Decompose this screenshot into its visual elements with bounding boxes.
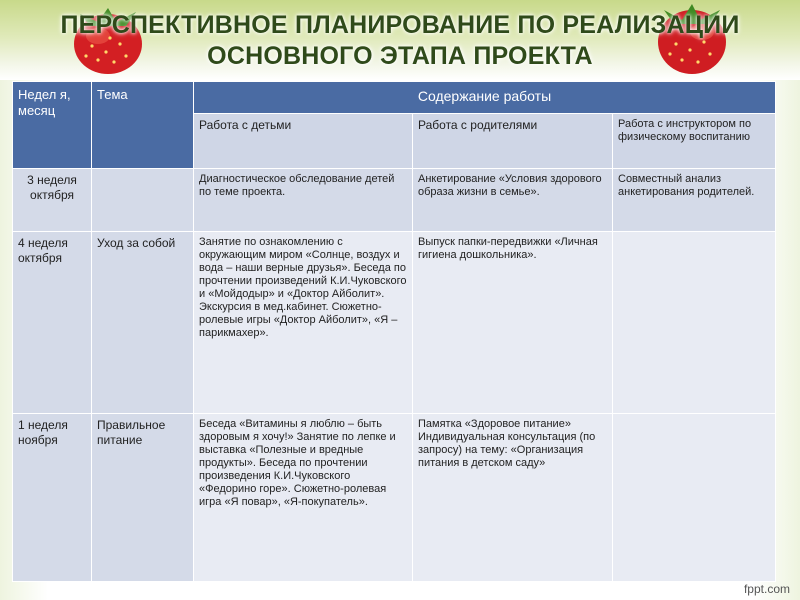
table-row [13,232,776,414]
row1-children: Диагностическое обследование детей по теме проекта. [194,169,413,232]
row2-instructor [613,232,776,414]
subheader-parents: Работа с родителями [413,114,613,169]
row3-children: Беседа «Витамины я люблю – быть здоровым я хочу!» Занятие по лепке и выставка «Полезные и вредные продукты». Беседа по прочтении произведения К.И.Чуковского «Федорино горе». Сюжетно-ролевая игра «Я повар», «Я-покупатель». [194,414,413,582]
row2-theme: Уход за собой [92,232,194,414]
row3-week: 1 неделя ноября [13,414,92,582]
row2-parents: Выпуск папки-передвижки «Личная гигиена дошкольника». [413,232,613,414]
table-row [13,169,776,232]
row2-children: Занятие по ознакомлению с окружающим миром «Солнце, воздух и вода – наши верные друзья». Беседа по прочтении произведений К.И.Чуковского и «Мойдодыр» и «Доктор Айболит». Экскурсия в мед.кабинет. Сюжетно-ролевые игры «Доктор Айболит», «Я – парикмахер». [194,232,413,414]
title-line-2: ОСНОВНОГО ЭТАПА ПРОЕКТА [207,42,593,70]
table-row [13,414,776,582]
row1-theme [92,169,194,232]
slide-title [30,10,770,72]
row1-instructor: Совместный анализ анкетирования родителей. [613,169,776,232]
header-theme: Тема [92,82,194,169]
row3-parents: Памятка «Здоровое питание» Индивидуальная консультация (по запросу) на тему: «Организация питания в детском саду» [413,414,613,582]
title-line-1: ПЕРСПЕКТИВНОЕ ПЛАНИРОВАНИЕ ПО РЕАЛИЗАЦИИ [60,11,740,39]
row3-theme: Правильное питание [92,414,194,582]
footer-watermark: fppt.com [743,582,790,596]
subheader-instructor: Работа с инструктором по физическому воспитанию [613,114,776,169]
row2-week: 4 неделя октября [13,232,92,414]
header-week: Недел я, месяц [13,82,92,169]
row3-instructor [613,414,776,582]
header-content: Содержание работы [194,82,776,114]
planning-table [12,81,776,582]
row1-week: 3 неделя октября [13,169,92,232]
row1-parents: Анкетирование «Условия здорового образа жизни в семье». [413,169,613,232]
subheader-children: Работа с детьми [194,114,413,169]
